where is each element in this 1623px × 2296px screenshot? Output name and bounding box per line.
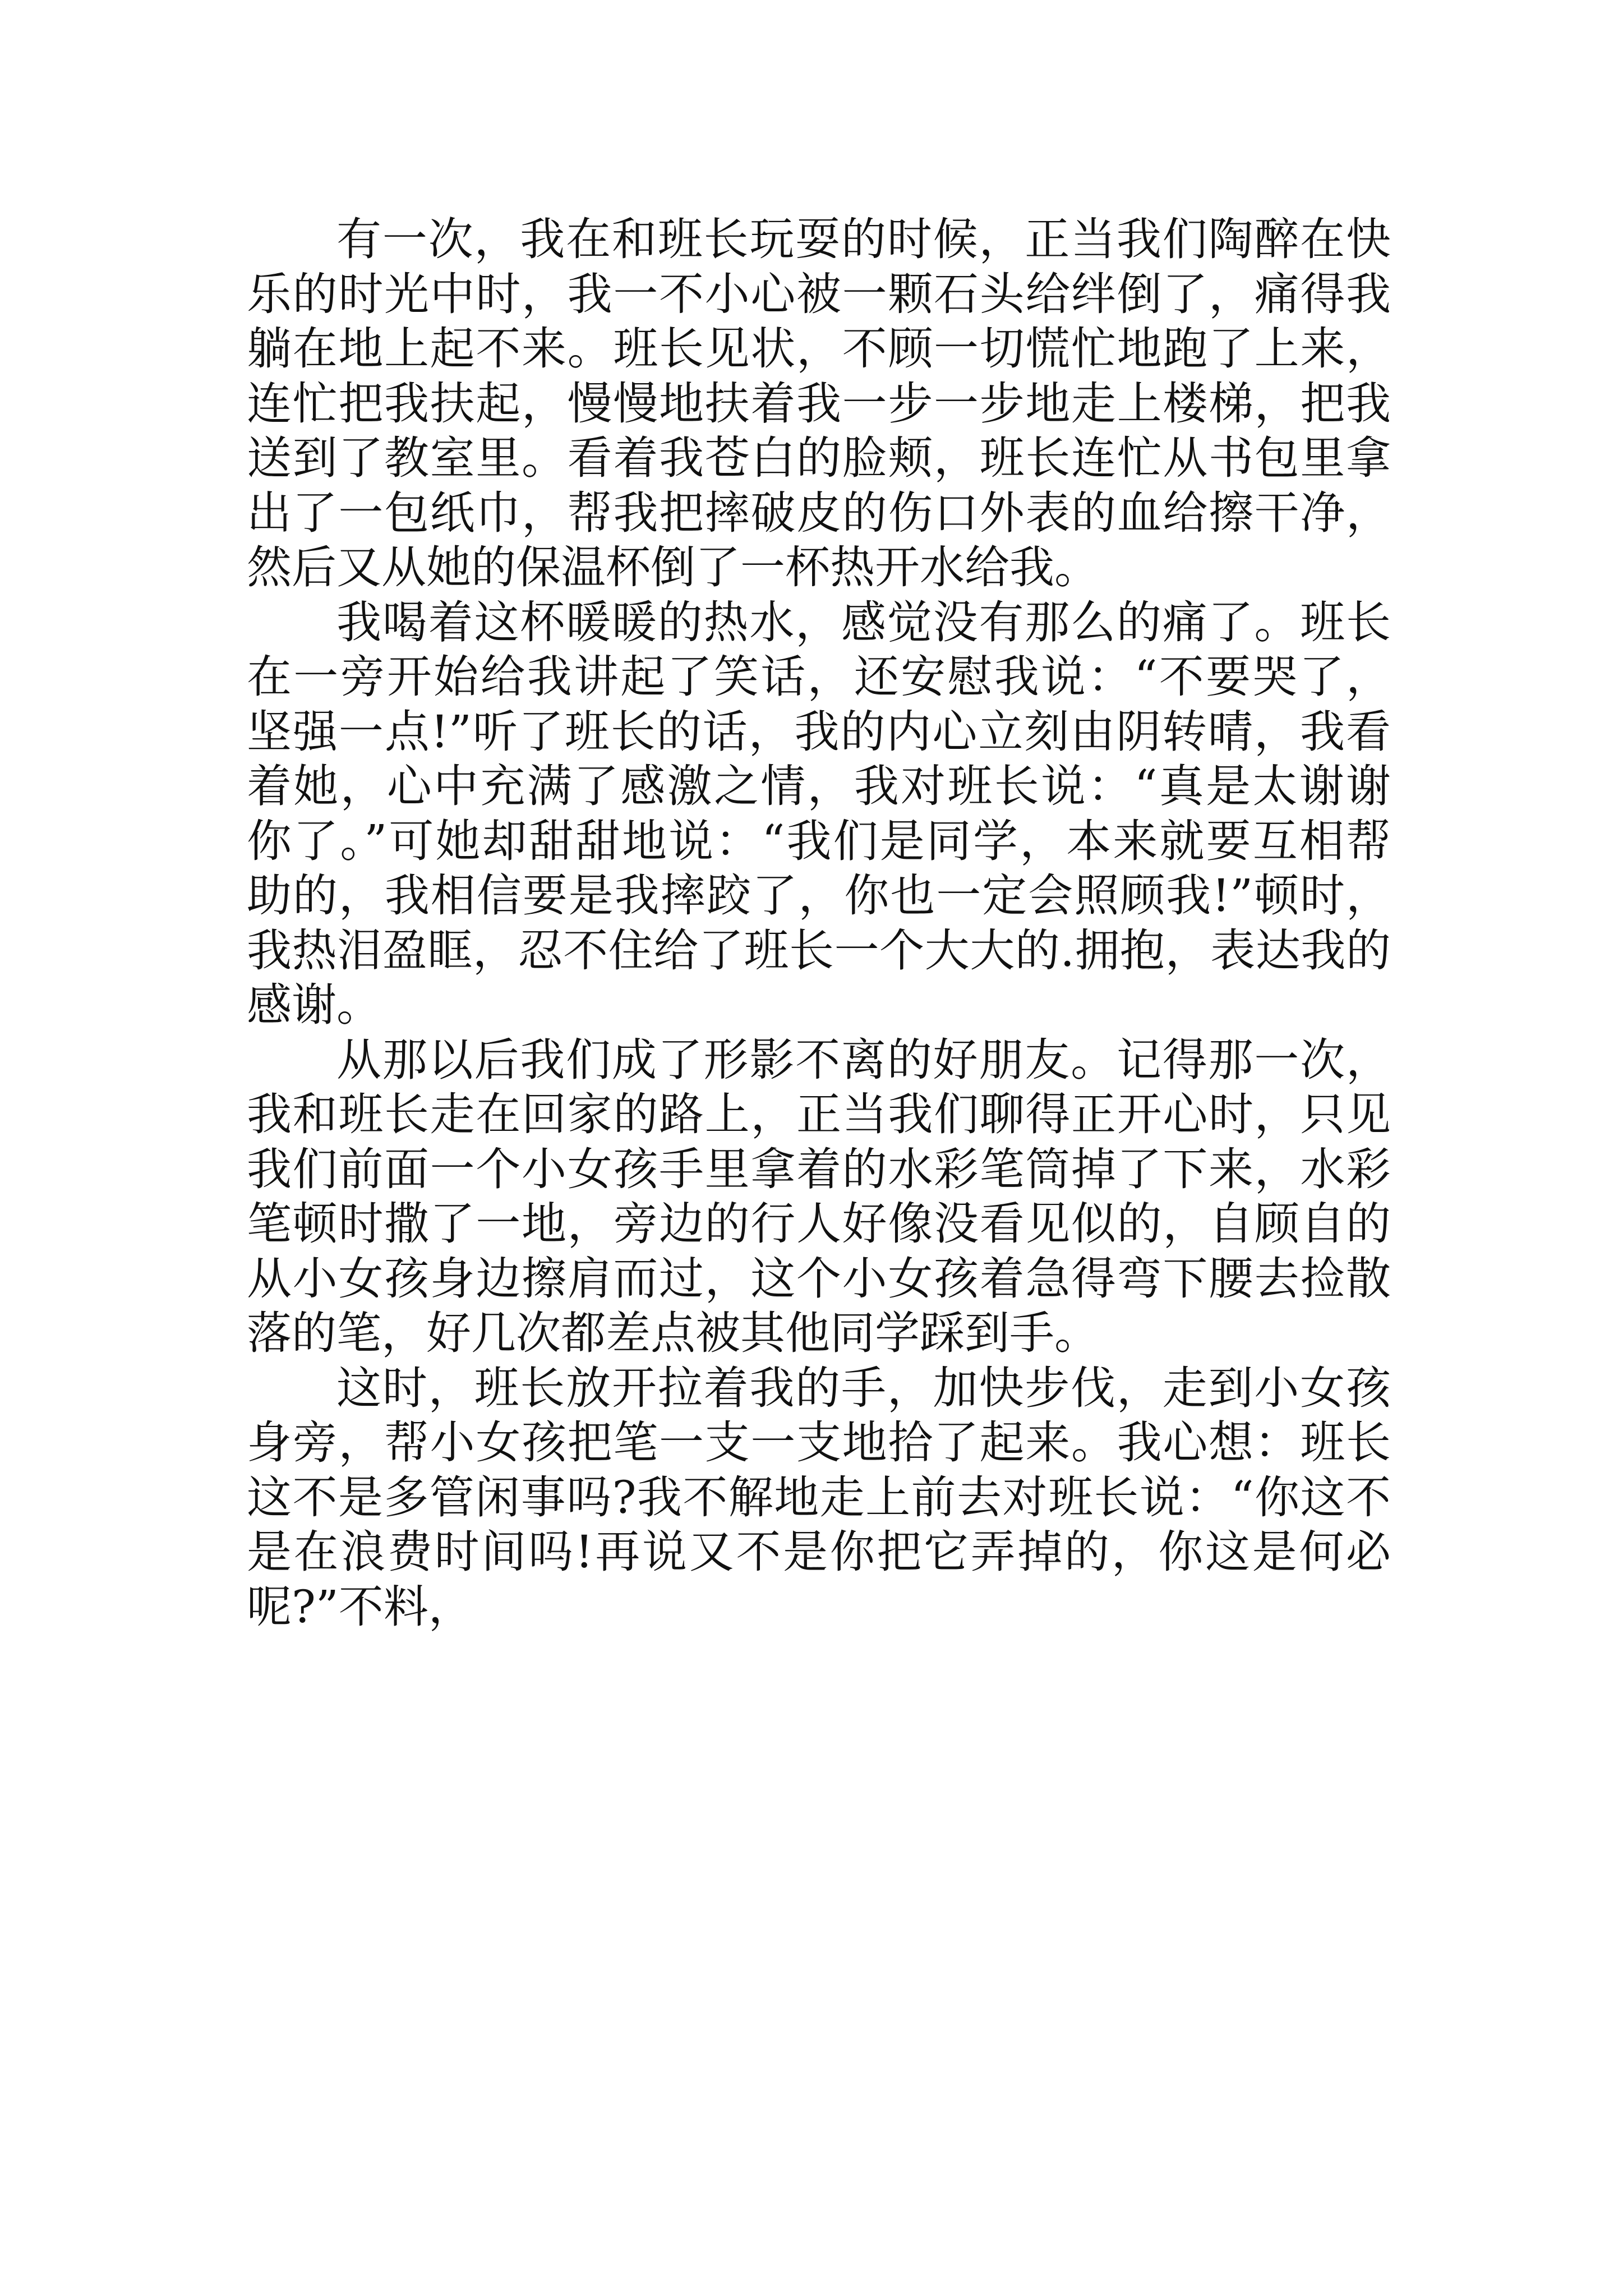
paragraph-1: 有一次，我在和班长玩耍的时候，正当我们陶醉在快乐的时光中时，我一不小心被一颗石头给绊倒了，痛得我躺在地上起不来。班长见状，不顾一切慌忙地跑了上来，连忙把我扶起，慢慢地扶着我一步一步地走上楼梯，把我送到了教室里。看着我苍白的脸颊，班长连忙从书包里拿出了一包纸巾，帮我把摔破皮的伤口外表的血给擦干净，然后又从她的保温杯倒了一杯热开水给我。 [247, 213, 1391, 593]
paragraph-2: 我喝着这杯暖暖的热水，感觉没有那么的痛了。班长在一旁开始给我讲起了笑话，还安慰我说：“不要哭了，坚强一点!”听了班长的话，我的内心立刻由阴转晴，我看着她，心中充满了感激之情，我对班长说：“真是太谢谢你了。”可她却甜甜地说：“我们是同学，本来就要互相帮助的，我相信要是我摔跤了，你也一定会照顾我!”顿时，我热泪盈眶，忍不住给了班长一个大大的.拥抱，表达我的感谢。 [247, 596, 1391, 1031]
paragraph-4: 这时，班长放开拉着我的手，加快步伐，走到小女孩身旁，帮小女孩把笔一支一支地拾了起来。我心想：班长这不是多管闲事吗?我不解地走上前去对班长说：“你这不是在浪费时间吗!再说又不是你把它弄掉的，你这是何必呢?”不料， [247, 1361, 1391, 1633]
body-text [247, 212, 1391, 1634]
paragraph-3: 从那以后我们成了形影不离的好朋友。记得那一次，我和班长走在回家的路上，正当我们聊得正开心时，只见我们前面一个小女孩手里拿着的水彩笔筒掉了下来，水彩笔顿时撒了一地，旁边的行人好像没看见似的，自顾自的从小女孩身边擦肩而过，这个小女孩着急得弯下腰去捡散落的笔，好几次都差点被其他同学踩到手。 [247, 1033, 1391, 1359]
